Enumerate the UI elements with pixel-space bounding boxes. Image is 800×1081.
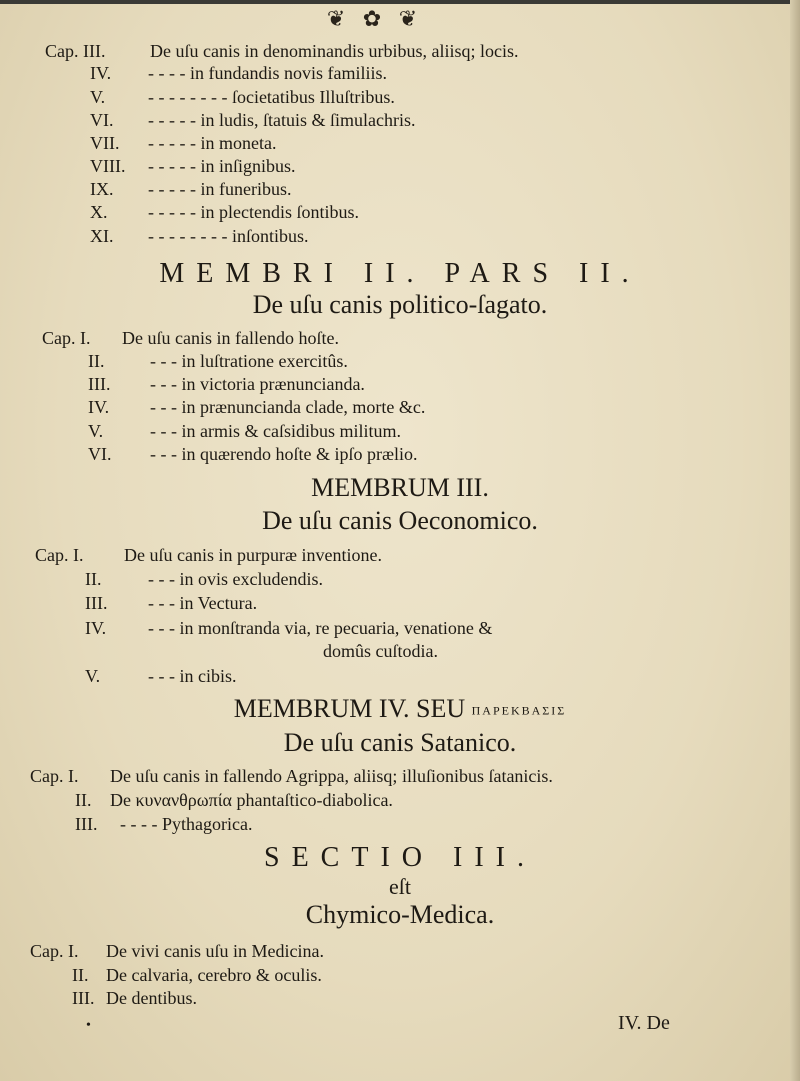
section-heading: MEMBRUM III. <box>311 473 489 502</box>
greek-heading: ΠΑΡΕΚΒΑΣΙΣ <box>471 703 567 718</box>
chapter-number: VII. <box>90 133 120 153</box>
chapter-title: - - - - Pythagorica. <box>120 814 253 834</box>
section-heading: MEMBRI II. PARS II. <box>159 258 641 289</box>
chapter-number: V. <box>85 666 101 686</box>
chapter-number: V. <box>88 421 104 441</box>
chapter-number: Cap. I. <box>30 941 79 961</box>
chapter-number: Cap. I. <box>42 328 91 348</box>
section-subtitle: De uſu canis Satanico. <box>283 728 517 757</box>
chapter-number: IV. <box>85 618 107 638</box>
section-connector: eſt <box>389 874 411 899</box>
section-heading: SECTIO III. <box>264 842 536 873</box>
chapter-number: II. <box>72 965 89 985</box>
chapter-title: - - - in ovis excludendis. <box>148 569 323 589</box>
chapter-title: De uſu canis in denominandis urbibus, aliisq; locis. <box>150 41 519 61</box>
chapter-title: - - - - in fundandis novis familiis. <box>148 63 387 83</box>
section-heading <box>0 694 800 724</box>
catchword: IV. De <box>618 1012 670 1034</box>
chapter-number: XI. <box>90 226 114 246</box>
chapter-number: VI. <box>90 110 114 130</box>
ornament-icon: ❦ ✿ ❦ <box>326 6 424 31</box>
chapter-title: - - - - - in ludis, ſtatuis & ſimulachris. <box>148 110 416 130</box>
scan-edge <box>0 0 800 4</box>
chapter-title: - - - - - in plectendis ſontibus. <box>148 202 359 222</box>
chapter-number: III. <box>88 374 111 394</box>
chapter-number: IV. <box>88 397 110 417</box>
chapter-title: De uſu canis in fallendo hoſte. <box>122 328 339 348</box>
chapter-number: II. <box>85 569 102 589</box>
chapter-title: De vivi canis uſu in Medicina. <box>106 941 324 961</box>
chapter-title: - - - in monſtranda via, re pecuaria, venatione & <box>148 618 493 638</box>
chapter-title: - - - - - - - - ſocietatibus Illuſtribus. <box>148 87 395 107</box>
chapter-number: II. <box>75 790 92 810</box>
chapter-title: De κυνανθρωπία phantaſtico-diabolica. <box>110 790 393 810</box>
section-heading-text: MEMBRUM IV. SEU <box>233 694 466 723</box>
chapter-number: IV. <box>90 63 112 83</box>
chapter-number: VIII. <box>90 156 126 176</box>
section-subtitle: De uſu canis Oeconomico. <box>262 506 538 535</box>
chapter-title: - - - in victoria prænuncianda. <box>150 374 365 394</box>
chapter-number: Cap. III. <box>45 41 106 61</box>
chapter-number: III. <box>85 593 108 613</box>
chapter-number: II. <box>88 351 105 371</box>
chapter-number: Cap. I. <box>30 766 79 786</box>
chapter-title: - - - in luſtratione exercitûs. <box>150 351 348 371</box>
chapter-title: De uſu canis in purpuræ inventione. <box>124 545 382 565</box>
chapter-title: - - - in armis & caſsidibus militum. <box>150 421 401 441</box>
section-subtitle: De uſu canis politico-ſagato. <box>252 290 548 319</box>
chapter-title: - - - - - in inſignibus. <box>148 156 296 176</box>
chapter-title: - - - in Vectura. <box>148 593 258 613</box>
chapter-number: VI. <box>88 444 112 464</box>
chapter-number: V. <box>90 87 106 107</box>
chapter-title: - - - in quærendo hoſte & ipſo prælio. <box>150 444 418 464</box>
chapter-title: - - - - - in funeribus. <box>148 179 292 199</box>
chapter-title: De uſu canis in fallendo Agrippa, aliisq; illuſionibus ſatanicis. <box>110 766 553 786</box>
chapter-title: De calvaria, cerebro & oculis. <box>106 965 322 985</box>
chapter-title: domûs cuſtodia. <box>323 641 438 661</box>
chapter-title: De dentibus. <box>106 988 197 1008</box>
chapter-title: - - - in prænuncianda clade, morte &c. <box>150 397 426 417</box>
chapter-number: Cap. I. <box>35 545 84 565</box>
page-mark: • <box>86 1018 91 1033</box>
chapter-title: - - - in cibis. <box>148 666 237 686</box>
chapter-number: III. <box>72 988 95 1008</box>
chapter-number: X. <box>90 202 108 222</box>
chapter-title: - - - - - in moneta. <box>148 133 277 153</box>
section-subtitle: Chymico-Medica. <box>305 900 495 929</box>
chapter-title: - - - - - - - - inſontibus. <box>148 226 309 246</box>
chapter-number: III. <box>75 814 98 834</box>
chapter-number: IX. <box>90 179 114 199</box>
